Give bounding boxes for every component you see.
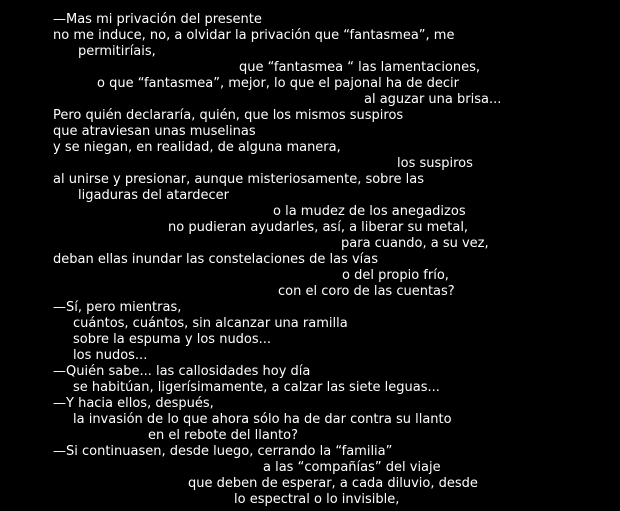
poem-line: a las “compañías” del viaje	[263, 460, 441, 475]
poem-line: deban ellas inundar las constelaciones de las vías	[53, 252, 378, 267]
poem-line: —Mas mi privación del presente	[53, 12, 262, 27]
poem-line: o que “fantasmea”, mejor, lo que el pajonal ha de decir	[97, 76, 459, 91]
poem-line: los nudos...	[73, 348, 148, 363]
poem-line: se habitúan, ligerísimamente, a calzar las siete leguas...	[73, 380, 440, 395]
poem-line: o la mudez de los anegadizos	[273, 204, 466, 219]
poem-line: ligaduras del atardecer	[78, 188, 230, 203]
poem-line: en el rebote del llanto?	[148, 428, 298, 443]
poem-line: con el coro de las cuentas?	[278, 284, 455, 299]
poem-line: sobre la espuma y los nudos...	[73, 332, 272, 347]
poem-line: no pudieran ayudarles, así, a liberar su metal,	[168, 220, 469, 235]
poem-line: —Sí, pero mientras,	[53, 300, 182, 315]
poem-line: que deben de esperar, a cada diluvio, desde	[188, 476, 478, 491]
poem-line: —Si continuasen, desde luego, cerrando la “familia”	[53, 444, 393, 459]
poem-line: los suspiros	[397, 156, 473, 171]
poem-line: al aguzar una brisa...	[364, 92, 502, 107]
poem-line: —Y hacia ellos, después,	[53, 396, 214, 411]
poem-line: permitiríais,	[78, 44, 156, 59]
poem-line: para cuando, a su vez,	[341, 236, 489, 251]
poem-line: lo espectral o lo invisible,	[234, 492, 400, 507]
poem-line: —Quién sabe... las callosidades hoy día	[53, 364, 311, 379]
poem-line: o del propio frío,	[342, 268, 449, 283]
poem-line: al unirse y presionar, aunque misteriosamente, sobre las	[53, 172, 424, 187]
poem-line: Pero quién declararía, quién, que los mismos suspiros	[53, 108, 404, 123]
poem-line: la invasión de lo que ahora sólo ha de dar contra su llanto	[73, 412, 452, 427]
poem-line: que “fantasmea “ las lamentaciones,	[239, 60, 481, 75]
poem-line: cuántos, cuántos, sin alcanzar una ramilla	[73, 316, 348, 331]
poem-line: que atraviesan unas muselinas	[53, 124, 256, 139]
poem-line: no me induce, no, a olvidar la privación que “fantasmea”, me	[53, 28, 455, 43]
poem-line: y se niegan, en realidad, de alguna manera,	[53, 140, 341, 155]
